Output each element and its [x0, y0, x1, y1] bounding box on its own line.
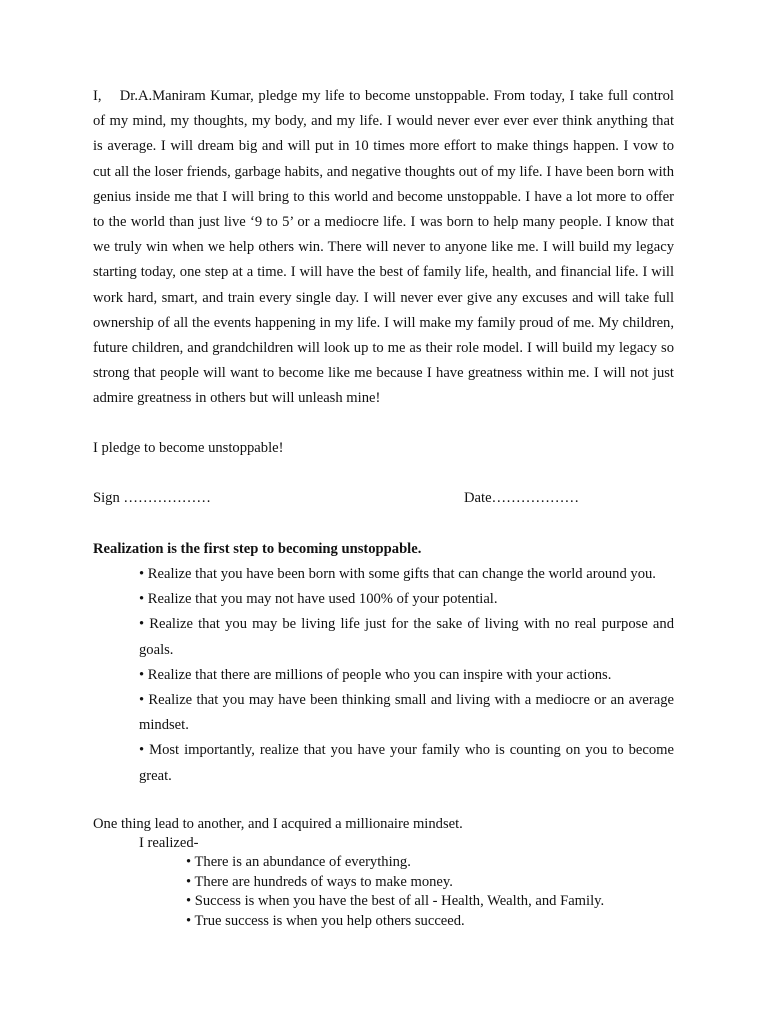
sign-line: Sign ……………… — [93, 490, 211, 506]
mindset-list — [186, 853, 686, 931]
mindset-lead: One thing lead to another, and I acquired a millionaire mindset. — [93, 816, 463, 832]
pledge-paragraph: I, Dr.A.Maniram Kumar, pledge my life to become unstoppable. From today, I take full control of my mind, my thoughts, my body, and my life. I would never ever ever ever think anything that is average. I will dream big and will put in 10 times more effort to make things happen. I vow to cut all the loser friends, garbage habits, and negative thoughts out of my life. I have been born with genius inside me that I will bring to this world and become unstoppable. I have a lot more to offer to the world than just live ‘9 to 5’ or a mediocre life. I was born to help many people. I know that we truly win when we help others win. There will never to anyone like me. I will build my legacy starting today, one step at a time. I will have the best of family life, health, and financial life. I will work hard, smart, and train every single day. I will never ever give any excuses and will take full ownership of all the events happening in my life. I will make my family proud of me. My children, future children, and grandchildren will look up to me as their role model. I will build my legacy so strong that people will want to become like me because I have greatness within me. I will not just admire greatness in others but will unleash mine! — [93, 88, 674, 407]
realized-label: I realized- — [139, 835, 199, 851]
realization-list — [139, 562, 674, 789]
realization-item: • Realize that you may have been thinking small and living with a mediocre or an average mindset. — [139, 692, 674, 734]
realization-item: • Realize that you have been born with some gifts that can change the world around you. — [139, 566, 656, 582]
realization-item: • Realize that there are millions of people who you can inspire with your actions. — [139, 666, 612, 683]
realization-item: • Realize that you may be living life just for the sake of living with no real purpose and goals. — [139, 616, 674, 658]
mindset-item: • Success is when you have the best of all - Health, Wealth, and Family. — [186, 893, 605, 910]
pledge-closing: I pledge to become unstoppable! — [93, 440, 284, 456]
realization-item: • Most importantly, realize that you have your family who is counting on you to become great. — [139, 742, 674, 784]
realization-item: • Realize that you may not have used 100% of your potential. — [139, 591, 498, 608]
mindset-item: • True success is when you help others succeed. — [186, 912, 465, 929]
mindset-item: • There is an abundance of everything. — [186, 854, 411, 870]
date-line: Date……………… — [464, 490, 580, 506]
mindset-item: • There are hundreds of ways to make money. — [186, 873, 453, 890]
realization-heading: Realization is the first step to becoming unstoppable. — [93, 541, 422, 557]
